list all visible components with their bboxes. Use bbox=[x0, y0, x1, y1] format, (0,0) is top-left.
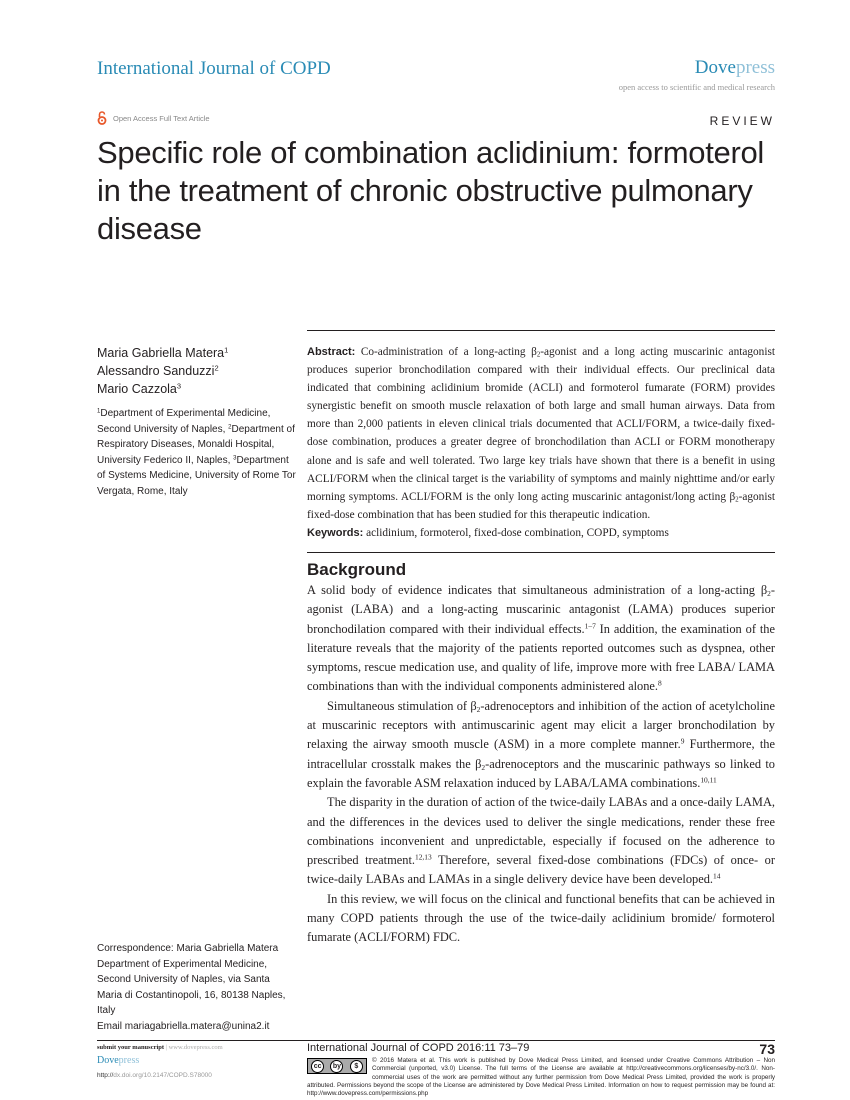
correspondence-address: Department of Experimental Medicine, Second University of Naples, via Santa Maria di Costantinopoli, 16, 80138 Naples, Italy bbox=[97, 958, 286, 1016]
license-block bbox=[307, 1057, 775, 1098]
background-body bbox=[307, 581, 775, 948]
section-heading-background: Background bbox=[307, 559, 407, 579]
paragraph: In this review, we will focus on the clinical and functional benefits that can be achieved in many COPD patients through the use of the twice-daily aclidinium bromide/ formoterol fumarate (ACLI/FORM) FDC. bbox=[307, 891, 775, 945]
noncommercial-icon: $ bbox=[350, 1060, 363, 1073]
logo-press: press bbox=[735, 57, 775, 78]
author: Alessandro Sanduzzi$^2$ bbox=[97, 363, 219, 378]
right-column bbox=[307, 330, 775, 948]
abstract-bottom-rule bbox=[307, 552, 775, 553]
dovepress-logo[interactable] bbox=[695, 57, 775, 79]
article-title: Specific role of combination aclidinium: formoterol in the treatment of chronic obstructive pulmonary disease bbox=[97, 135, 765, 246]
keywords-label: Keywords: bbox=[307, 526, 364, 539]
doi-link[interactable]: http://dx.doi.org/10.2147/COPD.S78000 bbox=[97, 1072, 212, 1079]
abstract-label: Abstract: bbox=[307, 346, 356, 358]
journal-name: International Journal of COPD bbox=[97, 58, 331, 79]
footer-dovepress-logo[interactable]: Dovepress bbox=[97, 1055, 140, 1066]
keywords-text: aclidinium, formoterol, fixed-dose combination, COPD, symptoms bbox=[363, 526, 669, 539]
footer-rule bbox=[97, 1040, 775, 1041]
logo-dove: Dove bbox=[694, 57, 736, 78]
author: Mario Cazzola$^3$ bbox=[97, 381, 182, 396]
abstract-text: Co-administration of a long-acting $\beta_2$-agonist and a long acting muscarinic antagonist produces superior bronchodilation compared with their individual effects. Our preclinical data indicated that combining aclidinium bromide (ACLI) and formoterol fumarate (FORM) provides synergistic benefit on smooth muscle relaxation of both large and small human airways. Data from more than 2,000 patients in eleven clinical trials documented that ACLI/FORM, a twice-daily fixed-dose combination, produces a greater degree of bronchodilation than ACLI or FORM monotherapy alone and is safe and well tolerated. Two large key trials have shown that there is a benefit in using ACLI/FORM when the clinical target is the variability of symptoms and mainly nighttime and/or early morning symptoms. ACLI/FORM is the only long acting muscarinic antagonist/long acting $\beta_2$-agonist fixed-dose combination that has been studied for this therapeutic indication. bbox=[307, 346, 775, 521]
open-access-text: Open Access Full Text Article bbox=[113, 113, 210, 123]
affiliations: $^1$Department of Experimental Medicine, Second University of Naples, $^2$Department of Respiratory Diseases, Monaldi Hospital, University Federico II, Naples, $^3$Department of Systems Medicine, University of Rome Tor Vergata, Rome, Italy bbox=[97, 408, 296, 497]
open-access-lock-icon bbox=[97, 111, 107, 125]
attribution-icon: by bbox=[330, 1060, 343, 1073]
author: Maria Gabriella Matera$^1$ bbox=[97, 345, 229, 360]
page-number: 73 bbox=[759, 1041, 775, 1057]
keywords bbox=[307, 524, 775, 542]
cc-icon: cc bbox=[311, 1060, 324, 1073]
abstract-top-rule bbox=[307, 330, 775, 331]
correspondence-email[interactable]: Email mariagabriella.matera@unina2.it bbox=[97, 1020, 270, 1032]
open-access-label bbox=[97, 111, 210, 125]
left-column bbox=[97, 344, 297, 1034]
correspondence-name: Correspondence: Maria Gabriella Matera bbox=[97, 943, 279, 954]
citation: International Journal of COPD 2016:11 73–79 bbox=[307, 1042, 530, 1054]
submit-manuscript-link[interactable]: submit your manuscript | www.dovepress.com bbox=[97, 1044, 223, 1051]
paragraph: A solid body of evidence indicates that simultaneous administration of a long-acting $\beta_2$-agonist (LABA) and a long-acting muscarinic antagonist (LAMA) produces superior bronchodilation compared with their individual effects.$^{1-7}$ In addition, the examination of the literature reveals that the majority of the patients reported outcomes such as dyspnea, other symptoms, rescue medication use, and quality of life, improve more with free LABA/ LAMA combinations than with the individual components administered alone.$^8$ bbox=[307, 582, 775, 694]
paragraph: Simultaneous stimulation of $\beta_2$-adrenoceptors and inhibition of the action of acetylcholine at muscarinic receptors with antimuscarinic agent may elicit a larger bronchodilation by relaxing the airway smooth muscle (ASM) in a more complete manner.$^9$ Furthermore, the intracellular crosstalk makes the $\beta_2$-adrenoceptors and the muscarinic pathways so linked to explain the favorable ASM relaxation induced by LABA/LAMA combinations.$^{10,11}$ bbox=[307, 698, 775, 790]
correspondence bbox=[97, 941, 297, 1034]
article-type: REVIEW bbox=[709, 114, 775, 128]
abstract bbox=[307, 343, 775, 524]
creative-commons-badge[interactable] bbox=[307, 1058, 367, 1074]
paragraph: The disparity in the duration of action of the twice-daily LABAs and a once-daily LAMA, and the differences in the devices used to deliver the single medications, render these free combinations inconvenient and unpredictable, especially if focused on the adherence to prescribed treatment.$^{12,13}$ Therefore, several fixed-dose combinations (FDCs) of once- or twice-daily LABAs and LAMAs in a single delivery device have been developed.$^{14}$ bbox=[307, 795, 775, 887]
publisher-tagline: open access to scientific and medical research bbox=[618, 82, 775, 92]
license-text: © 2016 Matera et al. This work is published by Dove Medical Press Limited, and licensed under Creative Commons Attribution – Non Commercial (unported, v3.0) License. The full terms of the License are available at http://creativecommons.org/licenses/by-nc/3.0/. Non-commercial uses of the work are permitted without any further permission from Dove Medical Press Limited, provided the work is properly attributed. Permissions beyond the scope of the License are administered by Dove Medical Press Limited. Information on how to request permission may be found at: http://www.dovepress.com/permissions.php bbox=[307, 1057, 775, 1098]
author-list bbox=[97, 344, 297, 398]
